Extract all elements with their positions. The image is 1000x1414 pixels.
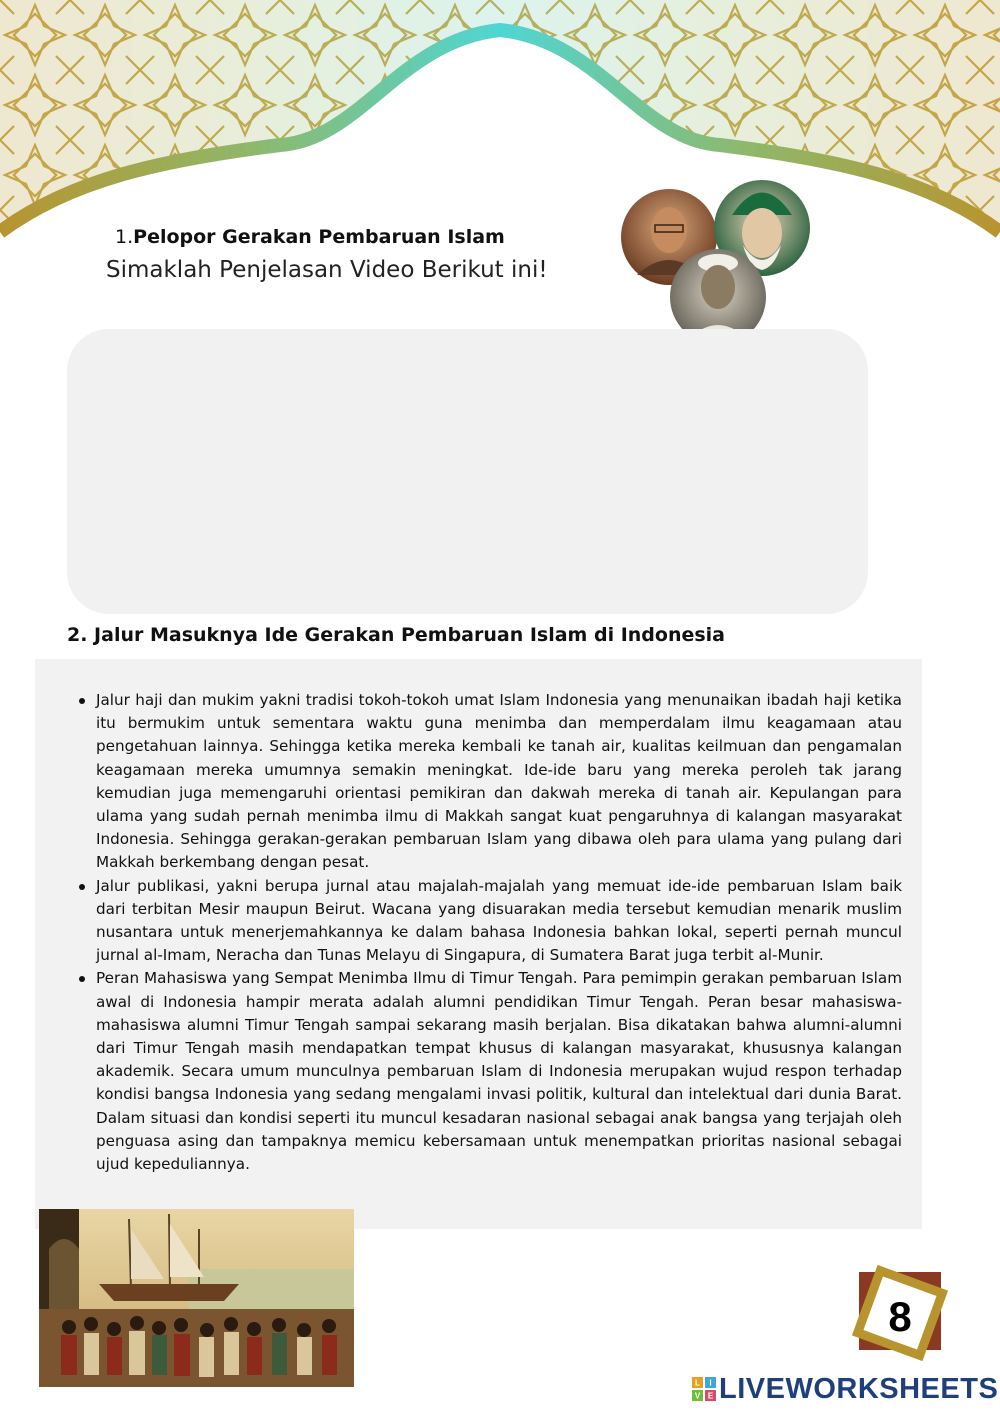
logo-icon-letter-l: L (695, 1378, 700, 1388)
liveworksheets-wordmark: LIVEWORKSHEETS (719, 1372, 999, 1405)
section-2-title: 2. Jalur Masuknya Ide Gerakan Pembaruan Islam di Indonesia (67, 624, 726, 646)
logo-icon-letter-v: V (694, 1391, 701, 1401)
list-item: Jalur publikasi, yakni berupa jurnal atau majalah-majalah yang memuat ide-ide pembaruan Islam baik dari terbitan Mesir maupun Beirut. Wacana yang disuarakan media tersebut kemudian menarik muslim nusantara untuk menerjemahkannya ke dalam bahasa Indonesia bahkan lokal, seperti pernah muncul jurnal al-Imam, Neracha dan Tunas Melayu di Singapura, di Sumatera Barat juga terbit al-Munir. (96, 875, 902, 968)
list-item: Peran Mahasiswa yang Sempat Menimba Ilmu di Timur Tengah. Para pemimpin gerakan pembaruan Islam awal di Indonesia hampir merata adalah alumni pendidikan Timur Tengah. Peran besar mahasiswa-mahasiswa alumni Timur Tengah sampai sekarang masih berjalan. Bisa dikatakan bahwa alumni-alumni dari Timur Tengah masih mendapatkan tempat khusus di kalangan masyarakat, khususnya kalangan akademik. Secara umum munculnya pembaruan Islam di Indonesia merupakan wujud respon terhadap kondisi bangsa Indonesia yang sedang mengalami invasi politik, kultural dan intelektual dari dunia Barat. Dalam situasi dan kondisi seperti itu muncul kesadaran nasional sebagai anak bangsa yang terjajah oleh penguasa asing dan tampaknya memicu kebersamaan untuk menempatkan prioritas nasional sebagai ujud kepeduliannya. (96, 967, 902, 1176)
logo-icon-letter-e: E (707, 1391, 714, 1401)
historical-painting (39, 1209, 354, 1387)
section-1-number: 1. (115, 226, 134, 248)
section-1-heading (115, 226, 505, 248)
section-1-subtitle: Simaklah Penjelasan Video Berikut ini! (106, 257, 548, 283)
section-1-title: Pelopor Gerakan Pembaruan Islam (133, 226, 505, 248)
liveworksheets-logo (692, 1374, 998, 1404)
liveworksheets-icon (692, 1377, 716, 1401)
pioneer-portraits (615, 175, 820, 350)
video-placeholder[interactable] (67, 329, 868, 614)
page-number-badge (845, 1262, 955, 1372)
list-item: Jalur haji dan mukim yakni tradisi tokoh-tokoh umat Islam Indonesia yang menunaikan ibadah haji ketika itu bermukim untuk sementara waktu guna menimba dan memperdalam ilmu keagamaan atau pengetahuan lainnya. Sehingga ketika mereka kembali ke tanah air, kualitas keilmuan dan pengamalan keagamaan mereka umumnya semakin meningkat. Ide-ide baru yang mereka peroleh tak jarang kemudian juga memengaruhi orientasi pemikiran dan dakwah mereka di tanah air. Kepulangan para ulama yang sudah pernah menimba ilmu di Makkah sangat kuat pengaruhnya di kalangan masyarakat Indonesia. Sehingga gerakan-gerakan pembaruan Islam yang dibawa oleh para ulama yang pulang dari Makkah berkembang dengan pesat. (96, 689, 902, 875)
page-number: 8 (888, 1293, 912, 1340)
logo-icon-letter-i: I (709, 1378, 712, 1388)
decorative-banner (0, 0, 1000, 245)
bullet-list (96, 689, 902, 1176)
